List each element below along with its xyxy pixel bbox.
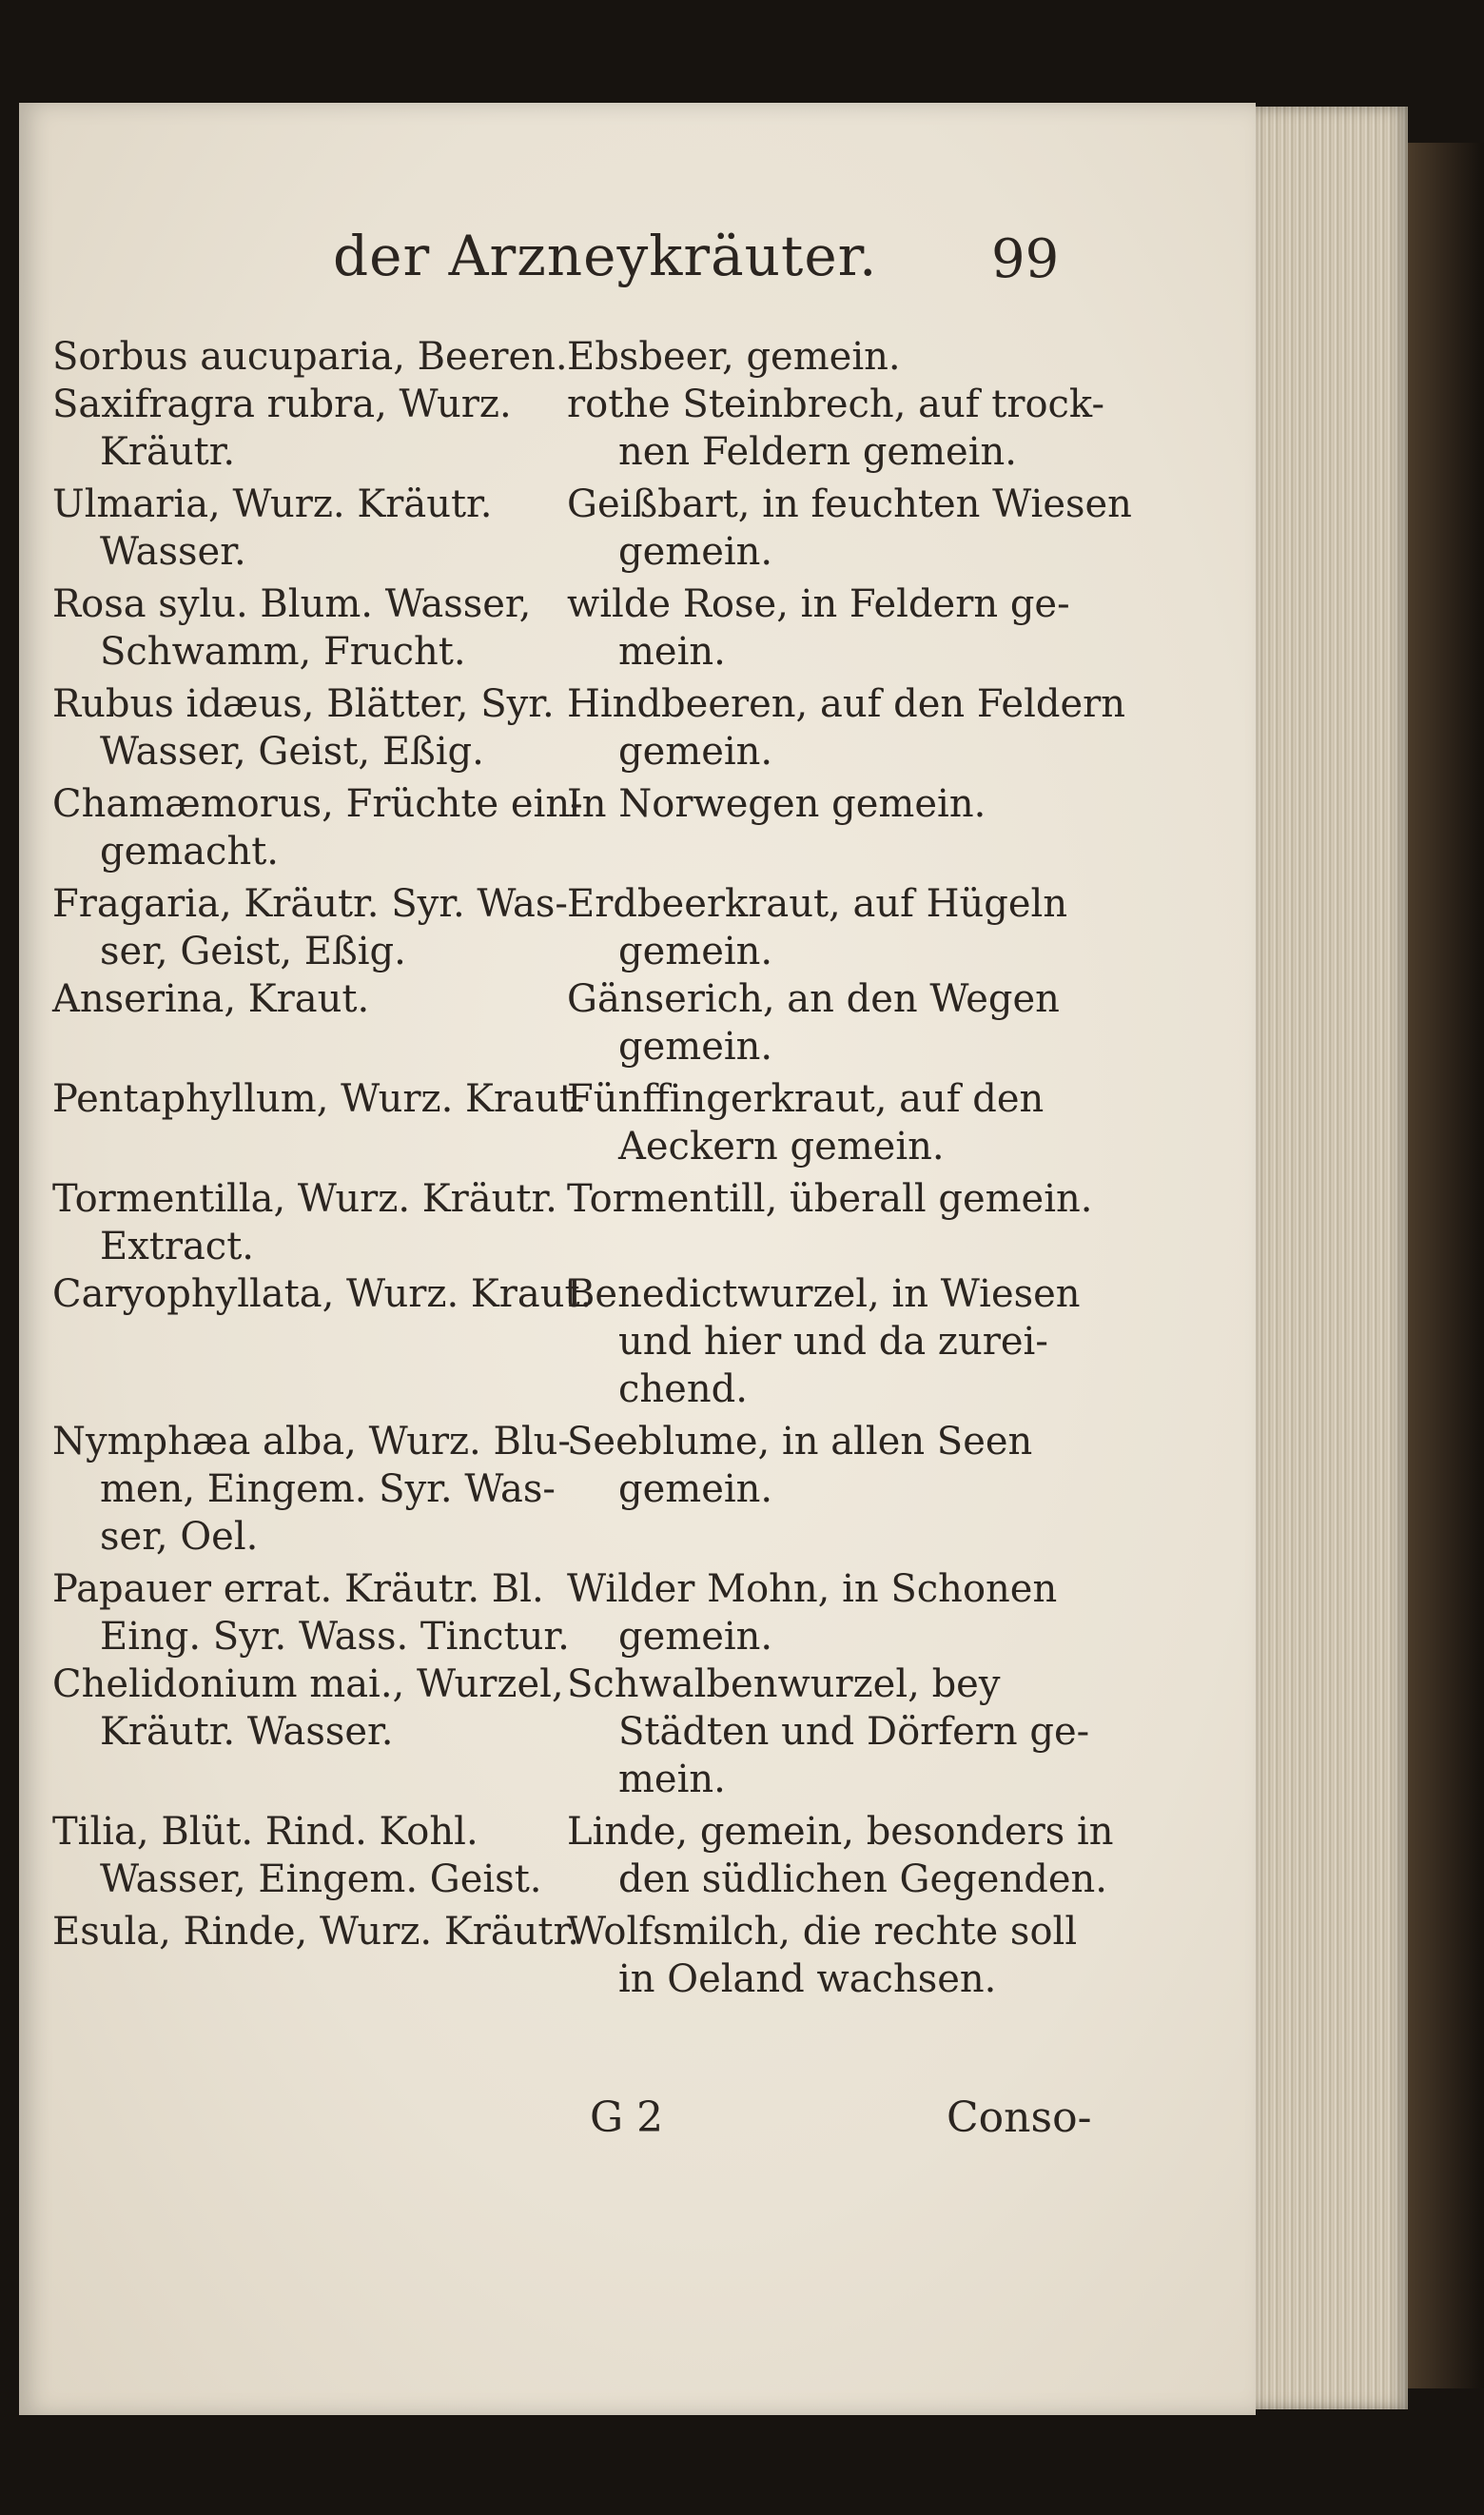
entry-latin-line: Chamæmorus, Früchte ein- [52,782,583,826]
entry-german-line: gemein. [618,930,773,973]
entry-latin-line: Tilia, Blüt. Rind. Kohl. [52,1810,478,1854]
entry-german-line: in Oeland wachsen. [618,1957,997,2001]
entry-latin-line: Kräutr. Wasser. [100,1710,394,1754]
entry-german-line: den südlichen Gegenden. [618,1857,1107,1901]
entry-german-line: Tormentill, überall gemein. [567,1177,1093,1221]
entry-german-line: chend. [618,1367,748,1411]
entry-latin-line: Wasser. [100,530,246,574]
entry-german-line: gemein. [618,530,773,574]
entry-latin-line: Extract. [100,1225,254,1268]
signature-mark: G 2 [590,2093,664,2142]
entry-german-line: nen Feldern gemein. [618,430,1017,474]
entry-latin-line: Fragaria, Kräutr. Syr. Was- [52,882,568,926]
entry-german-line: Städten und Dörfern ge- [618,1710,1090,1754]
entry-german-line: mein. [618,630,726,674]
entry-german-line: Erdbeerkraut, auf Hügeln [567,882,1068,926]
entry-german-line: Fünffingerkraut, auf den [567,1077,1045,1121]
entry-german-line: Wilder Mohn, in Schonen [567,1567,1058,1611]
entry-latin-line: men, Eingem. Syr. Was- [100,1467,556,1511]
entry-latin-line: gemacht. [100,830,280,874]
entry-german-line: gemein. [618,1467,773,1511]
catchword: Conso- [947,2093,1092,2142]
entry-latin-line: Esula, Rinde, Wurz. Kräutr. [52,1910,579,1954]
page-edges [1256,107,1408,2409]
entry-latin-line: Tormentilla, Wurz. Kräutr. [52,1177,557,1221]
entry-german-line: In Norwegen gemein. [567,782,986,826]
entry-german-line: und hier und da zurei- [618,1320,1048,1364]
entry-german-line: Benedictwurzel, in Wiesen [567,1272,1081,1316]
entry-german-line: Wolfsmilch, die rechte soll [567,1910,1078,1954]
entry-latin-line: Eing. Syr. Wass. Tinctur. [100,1615,570,1659]
entry-latin-line: Nymphæa alba, Wurz. Blu- [52,1420,571,1464]
entry-latin-line: Anserina, Kraut. [52,977,370,1021]
entry-latin-line: Chelidonium mai., Wurzel, [52,1662,564,1706]
entry-latin-line: Papauer errat. Kräutr. Bl. [52,1567,544,1611]
entry-german-line: Ebsbeer, gemein. [567,335,901,379]
entry-latin-line: Kräutr. [100,430,236,474]
entry-latin-line: ser, Geist, Eßig. [100,930,406,973]
entry-latin-line: Wasser, Eingem. Geist. [100,1857,542,1901]
page-number: 99 [991,228,1060,290]
entry-german-line: Gänserich, an den Wegen [567,977,1060,1021]
entry-latin-line: Ulmaria, Wurz. Kräutr. [52,482,493,526]
entry-german-line: Aeckern gemein. [618,1125,945,1169]
entry-german-line: wilde Rose, in Feldern ge- [567,582,1070,626]
entry-german-line: Hindbeeren, auf den Feldern [567,682,1126,726]
entry-latin-line: Wasser, Geist, Eßig. [100,730,484,774]
entry-german-line: gemein. [618,1615,773,1659]
entry-german-line: mein. [618,1758,726,1801]
entry-latin-line: Saxifragra rubra, Wurz. [52,383,512,426]
book-spine [1408,143,1484,2388]
entry-german-line: rothe Steinbrech, auf trock- [567,383,1104,426]
entry-latin-line: Schwamm, Frucht. [100,630,466,674]
entry-latin-line: Rosa sylu. Blum. Wasser, [52,582,532,626]
running-header-title: der Arzneykräuter. [333,224,878,288]
entry-german-line: Geißbart, in feuchten Wiesen [567,482,1132,526]
entry-latin-line: ser, Oel. [100,1515,259,1559]
entry-german-line: Seeblume, in allen Seen [567,1420,1033,1464]
entry-german-line: Schwalbenwurzel, bey [567,1662,1001,1706]
entry-german-line: Linde, gemein, besonders in [567,1810,1114,1854]
entry-latin-line: Caryophyllata, Wurz. Kraut. [52,1272,593,1316]
entry-latin-line: Pentaphyllum, Wurz. Kraut. [52,1077,587,1121]
entry-latin-line: Rubus idæus, Blätter, Syr. [52,682,555,726]
entry-german-line: gemein. [618,1025,773,1069]
entry-latin-line: Sorbus aucuparia, Beeren. [52,335,568,379]
entry-german-line: gemein. [618,730,773,774]
